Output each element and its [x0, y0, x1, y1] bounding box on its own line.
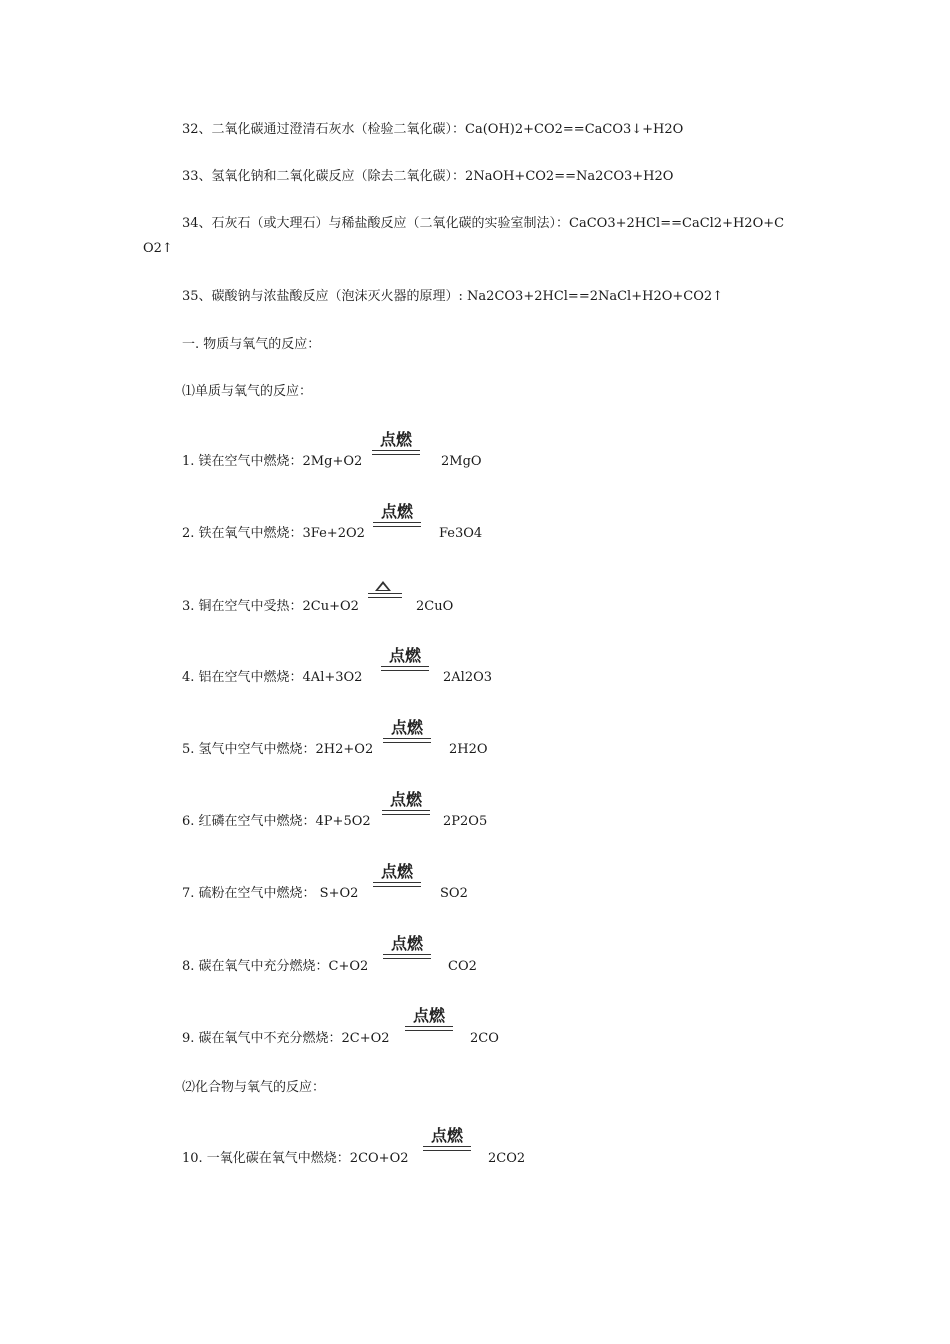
- equals-bar: [373, 522, 421, 523]
- ignite-condition: 点燃: [389, 790, 422, 809]
- equals-bar: [381, 666, 429, 667]
- equals-bar: [383, 738, 431, 739]
- item-33: 33、氢氧化钠和二氧化碳反应（除去二氧化碳）：2NaOH+CO2==Na2CO3+H2O: [182, 169, 674, 184]
- heat-triangle-icon: [375, 581, 391, 591]
- item-32: 32、二氧化碳通过澄清石灰水（检验二氧化碳）：Ca(OH)2+CO2==CaCO3↓+H2O: [182, 122, 684, 137]
- reaction-7-rhs: SO2: [440, 886, 468, 901]
- reaction-1-rhs: 2MgO: [441, 454, 482, 469]
- ignite-condition: 点燃: [379, 430, 412, 449]
- reaction-10-rhs: 2CO2: [488, 1151, 526, 1166]
- reaction-9-lhs: 9. 碳在氧气中不充分燃烧：2C+O2: [182, 1031, 390, 1046]
- equals-bar: [423, 1146, 471, 1147]
- reaction-6-lhs: 6. 红磷在空气中燃烧：4P+5O2: [182, 814, 371, 829]
- section-heading: 一. 物质与氧气的反应：: [182, 337, 321, 352]
- equals-bar: [423, 1150, 471, 1151]
- equals-bar: [373, 882, 421, 883]
- reaction-4-rhs: 2Al2O3: [443, 670, 493, 685]
- equals-bar: [382, 810, 430, 811]
- equals-bar: [383, 954, 431, 955]
- ignite-condition: 点燃: [412, 1006, 445, 1025]
- reaction-5-rhs: 2H2O: [449, 742, 488, 757]
- ignite-condition: 点燃: [430, 1126, 463, 1145]
- ignite-condition: 点燃: [380, 502, 413, 521]
- reaction-7-lhs: 7. 硫粉在空气中燃烧： S+O2: [182, 886, 359, 901]
- ignite-condition: 点燃: [388, 646, 421, 665]
- item-35: 35、碳酸钠与浓盐酸反应（泡沫灭火器的原理）: Na2CO3+2HCl==2NaCl+H2O+CO2↑: [182, 289, 724, 304]
- reaction-3-rhs: 2CuO: [416, 599, 454, 614]
- item-34: 34、石灰石（或大理石）与稀盐酸反应（二氧化碳的实验室制法）：CaCO3+2HCl==CaCl2+H2O+C: [182, 216, 785, 231]
- reaction-2-lhs: 2. 铁在氧气中燃烧：3Fe+2O2: [182, 526, 365, 541]
- reaction-3-lhs: 3. 铜在空气中受热：2Cu+O2: [182, 599, 359, 614]
- subsection-heading-1: ⑴单质与氧气的反应：: [182, 384, 313, 399]
- equals-bar: [405, 1030, 453, 1031]
- equals-bar: [381, 670, 429, 671]
- reaction-2-rhs: Fe3O4: [439, 526, 483, 541]
- subsection-heading-2: ⑵化合物与氧气的反应：: [182, 1080, 326, 1095]
- reaction-6-rhs: 2P2O5: [443, 814, 488, 829]
- equals-bar: [373, 526, 421, 527]
- reaction-5-lhs: 5. 氢气中空气中燃烧：2H2+O2: [182, 742, 374, 757]
- reaction-8-lhs: 8. 碳在氧气中充分燃烧：C+O2: [182, 959, 369, 974]
- reaction-9-rhs: 2CO: [470, 1031, 499, 1046]
- equals-bar: [373, 886, 421, 887]
- equals-bar: [368, 593, 402, 594]
- ignite-condition: 点燃: [380, 862, 413, 881]
- equals-bar: [368, 597, 402, 598]
- ignite-condition: 点燃: [390, 934, 423, 953]
- item-34-continuation: O2↑: [143, 241, 173, 256]
- equals-bar: [372, 454, 420, 455]
- equals-bar: [372, 450, 420, 451]
- equals-bar: [405, 1026, 453, 1027]
- reaction-10-lhs: 10. 一氧化碳在氧气中燃烧：2CO+O2: [182, 1151, 409, 1166]
- ignite-condition: 点燃: [390, 718, 423, 737]
- reaction-1-lhs: 1. 镁在空气中燃烧：2Mg+O2: [182, 454, 363, 469]
- reaction-8-rhs: CO2: [448, 959, 477, 974]
- equals-bar: [383, 958, 431, 959]
- equals-bar: [383, 742, 431, 743]
- reaction-4-lhs: 4. 铝在空气中燃烧：4Al+3O2: [182, 670, 363, 685]
- equals-bar: [382, 814, 430, 815]
